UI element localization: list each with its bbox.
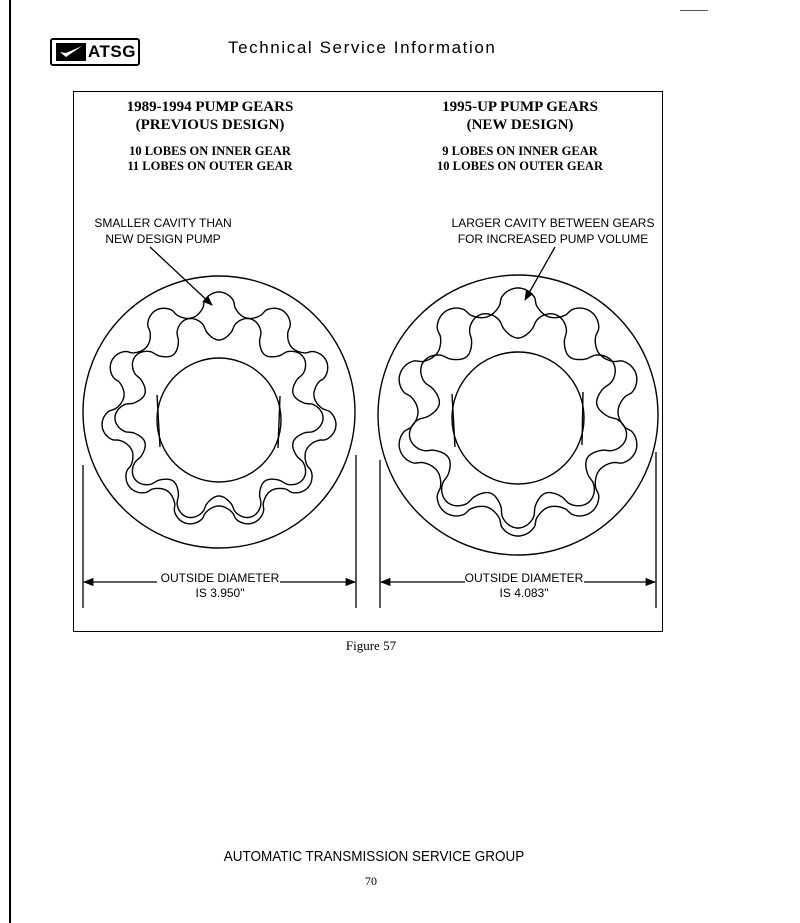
page-header-title: Technical Service Information bbox=[228, 38, 497, 57]
right-title-line1: 1995-UP PUMP GEARS bbox=[442, 99, 598, 115]
right-title-line2: (NEW DESIGN) bbox=[466, 117, 574, 133]
left-callout-leader bbox=[150, 247, 212, 305]
left-pump-gear bbox=[83, 276, 355, 548]
right-spec-inner: 9 LOBES ON INNER GEAR bbox=[442, 144, 598, 158]
footer-organization: AUTOMATIC TRANSMISSION SERVICE GROUP bbox=[223, 848, 525, 865]
left-outer-diameter-circle bbox=[83, 276, 355, 548]
right-bore-flat-right bbox=[582, 392, 583, 445]
right-outer-diameter-circle bbox=[378, 275, 658, 555]
left-dim-label: OUTSIDE DIAMETER bbox=[160, 571, 280, 585]
left-outer-gear bbox=[102, 292, 336, 524]
left-inner-bore bbox=[157, 358, 281, 482]
right-callout-line2: FOR INCREASED PUMP VOLUME bbox=[457, 232, 649, 246]
left-dim-value: IS 3.950" bbox=[195, 586, 245, 600]
right-pump-gear bbox=[378, 275, 658, 555]
left-spec-inner: 10 LOBES ON INNER GEAR bbox=[129, 144, 291, 158]
left-callout-line2: NEW DESIGN PUMP bbox=[105, 232, 221, 246]
logo-text: ATSG bbox=[88, 42, 136, 61]
page-number: 70 bbox=[365, 874, 377, 888]
right-inner-bore bbox=[452, 352, 584, 484]
right-callout-line1: LARGER CAVITY BETWEEN GEARS bbox=[451, 216, 655, 230]
right-dim-value: IS 4.083" bbox=[499, 586, 549, 600]
left-callout-line1: SMALLER CAVITY THAN bbox=[94, 216, 232, 230]
right-callout-leader bbox=[525, 247, 555, 300]
figure-caption: Figure 57 bbox=[345, 638, 397, 653]
right-dim-label: OUTSIDE DIAMETER bbox=[464, 571, 584, 585]
left-title-line1: 1989-1994 PUMP GEARS bbox=[126, 99, 294, 115]
right-dimension-label bbox=[458, 571, 590, 601]
left-spec-outer: 11 LOBES ON OUTER GEAR bbox=[127, 159, 293, 173]
left-dimension-label bbox=[150, 571, 290, 601]
right-inner-gear bbox=[410, 314, 627, 528]
left-title-line2: (PREVIOUS DESIGN) bbox=[135, 117, 285, 133]
right-spec-outer: 10 LOBES ON OUTER GEAR bbox=[436, 159, 603, 173]
